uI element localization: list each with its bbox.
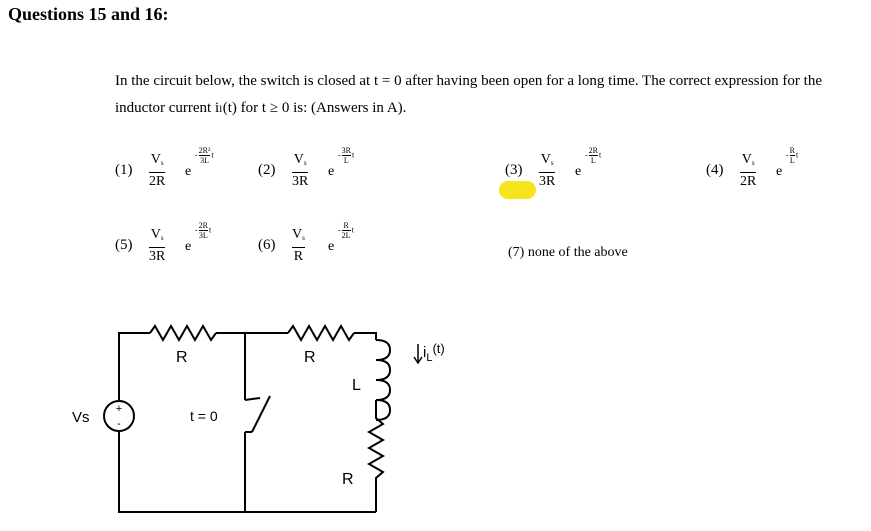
exponent-denominator: L	[789, 156, 795, 165]
current-label: $i_L(t)$	[423, 341, 445, 364]
option-number: (4)	[706, 162, 724, 178]
option-number: (3)	[505, 162, 523, 178]
numerator-sub: s	[302, 234, 305, 242]
r2-label: R	[304, 349, 316, 366]
exponent-denominator: 3L	[200, 156, 209, 165]
numerator-sub: s	[550, 159, 554, 167]
exponent-numerator: 2R²	[198, 146, 211, 155]
switch-blade	[245, 398, 260, 400]
inductor	[376, 340, 390, 420]
option-7: (7) none of the above	[508, 245, 628, 260]
exponent-denominator: 2L	[341, 231, 351, 240]
resistor-1	[150, 326, 216, 340]
exponent-t: t	[211, 150, 214, 160]
numerator-sub: s	[303, 159, 307, 167]
exp-base: e	[776, 164, 783, 179]
source-label: Vs	[72, 409, 90, 426]
resistor-3	[369, 400, 383, 512]
numerator: V	[150, 227, 161, 242]
exponent-t: t	[352, 150, 355, 160]
exp-base: e	[328, 164, 335, 179]
exponent-minus: -	[338, 225, 341, 235]
exponent-numerator: 2R	[588, 146, 599, 155]
exponent-minus: -	[786, 150, 789, 160]
switch-label: t = 0	[190, 408, 218, 424]
denominator: 3R	[292, 174, 309, 189]
denominator: 3R	[539, 174, 556, 189]
r3-label: R	[342, 471, 354, 488]
l-label: L	[352, 377, 361, 394]
exponent-numerator: 2R	[198, 221, 209, 230]
source-plus: +	[115, 403, 123, 415]
exponent-numerator: 3R	[341, 146, 352, 155]
exponent-numerator: R	[343, 221, 349, 230]
exp-base: e	[328, 239, 335, 254]
exponent-denominator: L	[343, 156, 349, 165]
numerator: V	[540, 152, 551, 167]
resistor-2	[288, 326, 354, 340]
exp-base: e	[575, 164, 582, 179]
exponent-minus: -	[195, 225, 198, 235]
option-number: (2)	[258, 162, 276, 178]
numerator-sub: s	[160, 234, 164, 242]
switch-slash	[252, 396, 270, 432]
exp-base: e	[185, 239, 192, 254]
section-heading: Questions 15 and 16:	[8, 4, 169, 24]
denominator: R	[293, 249, 304, 264]
denominator: 2R	[149, 174, 166, 189]
question-text: In the circuit below, the switch is closed at t = 0 after having been open for a long time. The correct expression for the inductor current iₗ(t) for t ≥ 0 is: (Answers in A).	[115, 73, 822, 116]
exponent-numerator: R	[789, 146, 796, 155]
exp-base: e	[185, 164, 192, 179]
numerator: V	[150, 152, 161, 167]
exponent-denominator: L	[590, 156, 596, 165]
source-minus: -	[117, 418, 121, 430]
exponent-t: t	[599, 150, 602, 160]
exponent-minus: -	[338, 150, 341, 160]
exponent-denominator: 3L	[198, 231, 208, 240]
numerator: V	[293, 152, 304, 167]
exponent-t: t	[796, 150, 799, 160]
r1-label: R	[176, 349, 188, 366]
denominator: 3R	[149, 249, 166, 264]
option-number: (5)	[115, 237, 133, 253]
current-arrow	[414, 344, 422, 363]
numerator: V	[741, 152, 752, 167]
denominator: 2R	[740, 174, 757, 189]
option-number: (6)	[258, 237, 276, 253]
option-number: (1)	[115, 162, 133, 178]
exponent-t: t	[209, 225, 212, 235]
numerator: V	[292, 227, 303, 242]
exponent-minus: -	[195, 150, 198, 160]
numerator-sub: s	[160, 159, 164, 167]
numerator-sub: s	[751, 159, 755, 167]
exponent-minus: -	[585, 150, 588, 160]
exponent-t: t	[351, 225, 354, 235]
